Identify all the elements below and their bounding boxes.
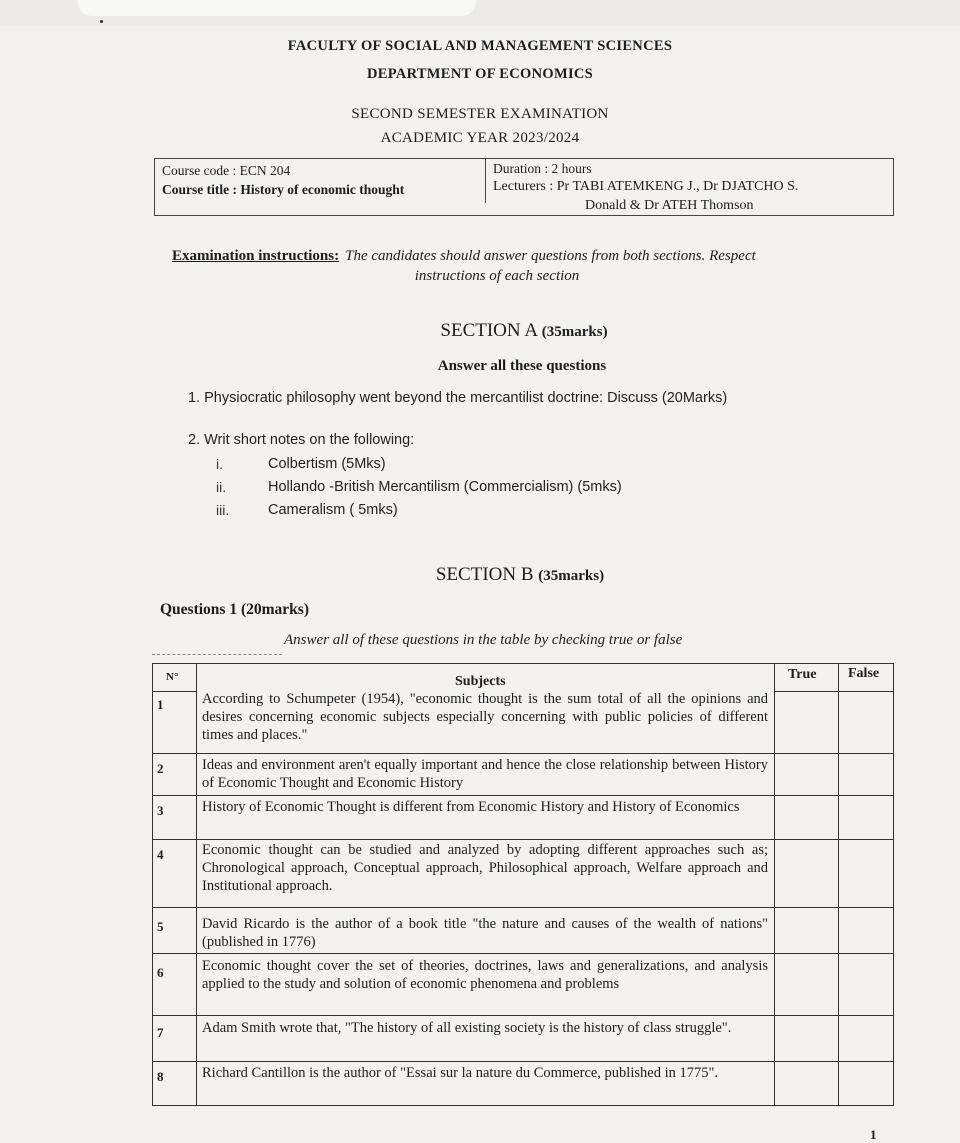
row-rule-6 <box>152 1015 894 1016</box>
duration: Duration : 2 hours <box>493 161 592 176</box>
item-iii-num: iii. <box>216 502 230 518</box>
table-instruction: Answer all of these questions in the table by checking true or false <box>284 632 683 648</box>
lecturers: Lecturers : Pr TABI ATEMKENG J., Dr DJATCHO S. <box>493 179 799 194</box>
page-number: 1 <box>870 1127 877 1142</box>
row-text: Adam Smith wrote that, "The history of all existing society is the history of class struggle". <box>202 1020 732 1036</box>
row-num: 6 <box>157 965 164 980</box>
info-divider <box>485 159 486 203</box>
row-num: 5 <box>157 919 164 934</box>
header-subjects: Subjects <box>455 674 506 689</box>
row-rule-5 <box>152 953 894 954</box>
row-rule-2 <box>152 795 894 796</box>
row-num: 2 <box>157 761 164 776</box>
question-2: 2. Writ short notes on the following: <box>188 432 415 448</box>
row-text: Economic thought cover the set of theories, doctrines, laws and generalizations, and analysis applied to the study and solution of economic phenomena and problems <box>202 958 768 992</box>
row-rule-7 <box>152 1061 894 1062</box>
question-1: 1. Physiocratic philosophy went beyond the mercantilist doctrine: Discuss (20Marks) <box>188 390 728 406</box>
instructions-text: The candidates should answer questions from both sections. Respect <box>345 248 756 264</box>
course-code: Course code : ECN 204 <box>162 163 291 178</box>
row-text: David Ricardo is the author of a book title "the nature and causes of the wealth of nations" (published in 1776) <box>202 916 768 950</box>
row-num: 7 <box>157 1025 164 1040</box>
table-border-bottom <box>152 1105 894 1106</box>
section-a-marks: (35marks) <box>541 324 608 340</box>
table-border-right <box>893 663 894 1106</box>
section-b-title <box>40 564 960 586</box>
header-false: False <box>848 666 880 681</box>
top-tab <box>78 0 476 16</box>
exam-title: SECOND SEMESTER EXAMINATION <box>351 106 609 122</box>
table-border-left <box>152 663 153 1106</box>
header-rule-num <box>152 691 196 692</box>
section-a-label: SECTION A <box>440 320 538 341</box>
table-border-top <box>152 663 894 664</box>
row-rule-4 <box>152 907 894 908</box>
row-rule-3 <box>152 839 894 840</box>
row-text: Economic thought can be studied and analyzed by adopting different approaches such as; Chronological approach, Conceptual approach, Philosophical approach, Welfare approach and Institutional approach. <box>202 842 768 894</box>
row-num: 3 <box>157 803 164 818</box>
row-num: 4 <box>157 847 164 862</box>
instructions-text-2: instructions of each section <box>414 268 580 284</box>
section-a-title <box>44 320 960 342</box>
speck <box>100 20 103 23</box>
row-text: Ideas and environment aren't equally important and hence the close relationship between History of Economic Thought and Economic History <box>202 757 768 791</box>
item-i-text: Colbertism (5Mks) <box>268 456 386 472</box>
item-ii-num: ii. <box>216 479 227 495</box>
row-num: 8 <box>157 1069 164 1084</box>
faculty-title: FACULTY OF SOCIAL AND MANAGEMENT SCIENCES <box>287 38 673 54</box>
lecturers-continued: Donald & Dr ATEH Thomson <box>585 198 754 213</box>
section-b-marks: (35marks) <box>538 568 605 584</box>
row-text: Richard Cantillon is the author of "Essai sur la nature du Commerce, published in 1775". <box>202 1065 719 1081</box>
academic-year: ACADEMIC YEAR 2023/2024 <box>380 130 580 146</box>
header-true: True <box>788 667 817 682</box>
table-col-divider-num <box>196 663 197 1106</box>
row-rule-1 <box>152 753 894 754</box>
item-ii-text: Hollando -British Mercantilism (Commercialism) (5mks) <box>268 479 622 495</box>
section-b-label: SECTION B <box>435 564 534 585</box>
section-a-subtitle: Answer all these questions <box>437 358 607 374</box>
row-text: According to Schumpeter (1954), "economic thought is the sum total of all the opinions and desires concerning economic subjects especially concerning with public policies of different times and places." <box>202 691 768 743</box>
true-false-table <box>152 663 894 1106</box>
table-col-divider-subjects <box>774 663 775 1106</box>
exam-instructions <box>172 248 892 285</box>
table-col-divider-true <box>838 663 839 1106</box>
dashed-line <box>152 654 282 655</box>
course-title: Course title : History of economic thought <box>162 182 405 197</box>
row-num: 1 <box>157 697 164 712</box>
instructions-label: Examination instructions: <box>172 248 340 264</box>
department-title: DEPARTMENT OF ECONOMICS <box>366 66 594 82</box>
top-bar <box>0 0 960 26</box>
item-i-num: i. <box>216 456 223 472</box>
header-rule-right <box>774 691 894 692</box>
item-iii-text: Cameralism ( 5mks) <box>268 502 398 518</box>
header-num: N° <box>166 671 179 683</box>
row-text: History of Economic Thought is different from Economic History and History of Economics <box>202 799 740 815</box>
course-info-box <box>154 158 894 216</box>
questions-heading: Questions 1 (20marks) <box>160 601 309 618</box>
